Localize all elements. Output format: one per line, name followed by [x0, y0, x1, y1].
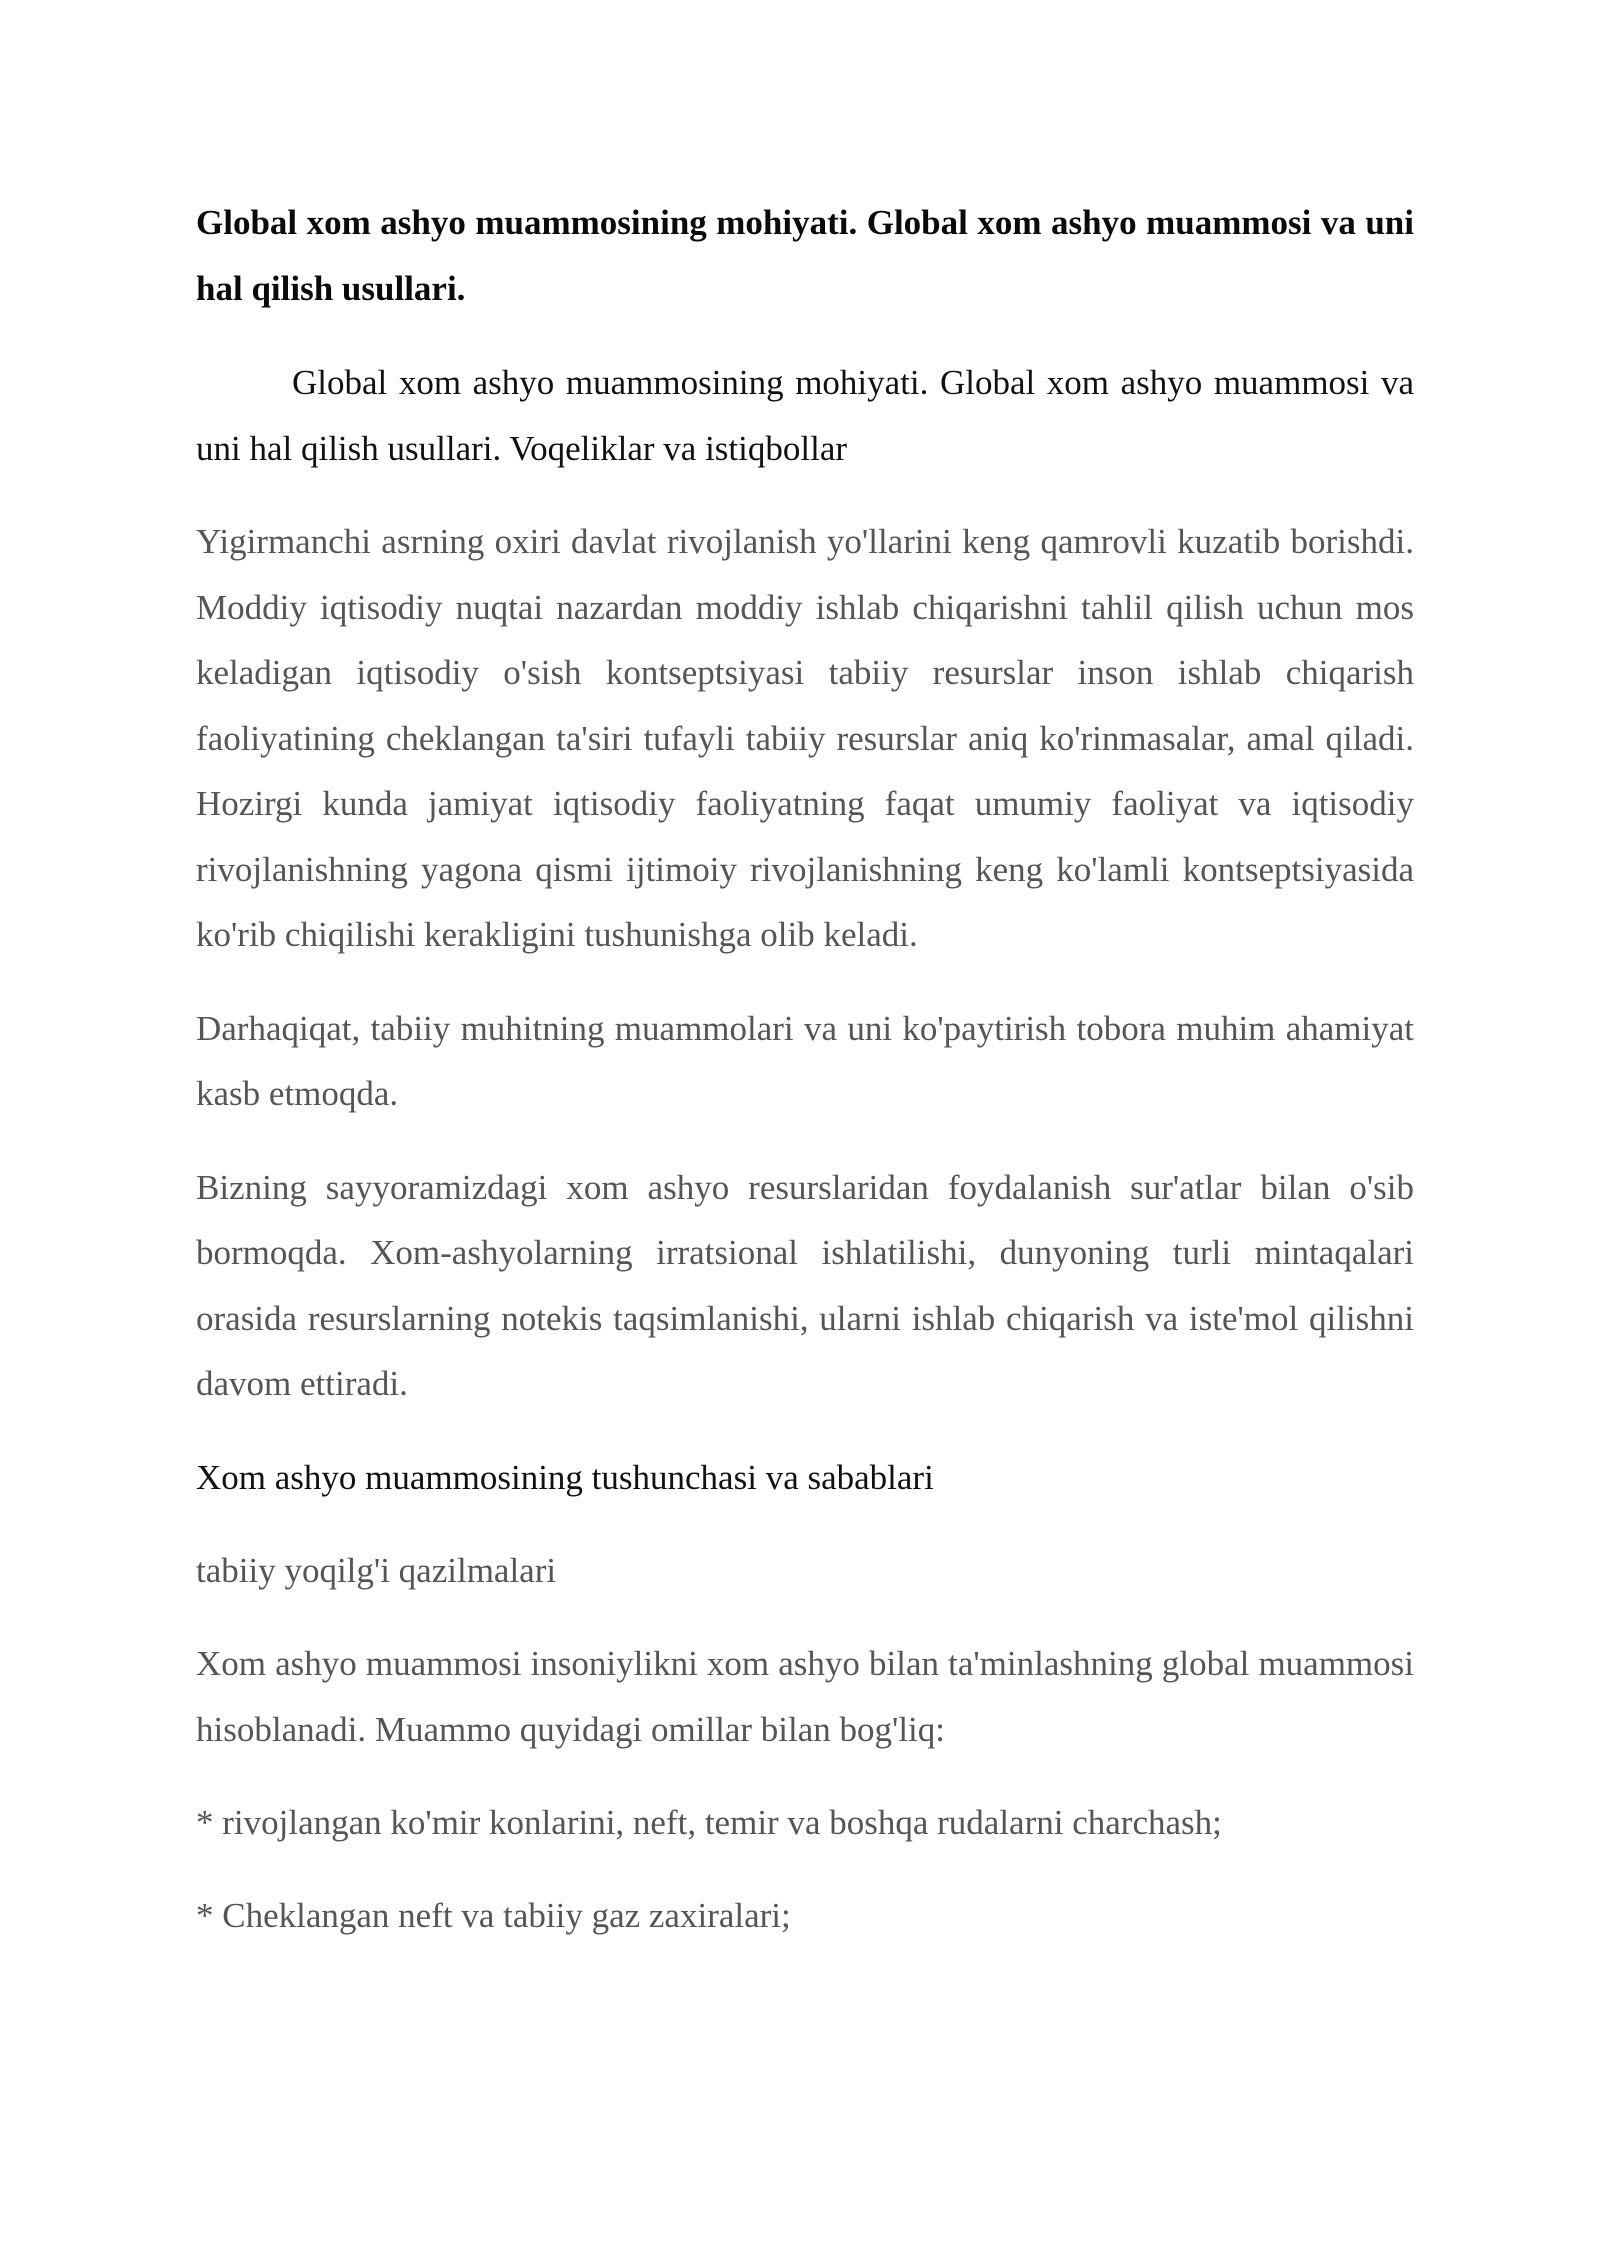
section-heading: Xom ashyo muammosining tushunchasi va sabablari — [196, 1457, 934, 1497]
list-item-1: * rivojlangan ko'mir konlarini, neft, temir va boshqa rudalarni charchash; — [196, 1803, 1222, 1842]
section-paragraph: Xom ashyo muammosi insoniylikni xom ashyo bilan ta'minlashning global muammosi hisoblanadi. Muammo quyidagi omillar bilan bog'liq: — [196, 1644, 1414, 1749]
intro-paragraph: Global xom ashyo muammosining mohiyati. Global xom ashyo muammosi va uni hal qilish usullari. Voqeliklar va istiqbollar — [196, 363, 1414, 468]
list-item-2: * Cheklangan neft va tabiiy gaz zaxiralari; — [196, 1896, 791, 1935]
body-paragraph-2: Darhaqiqat, tabiiy muhitning muammolari va uni ko'paytirish tobora muhim ahamiyat kasb etmoqda. — [196, 1008, 1414, 1113]
document-page — [196, 190, 1414, 1976]
subsection-label: tabiiy yoqilg'i qazilmalari — [196, 1550, 557, 1590]
body-paragraph-3: Bizning sayyoramizdagi xom ashyo resurslaridan foydalanish sur'atlar bilan o'sib bormoqda. Xom-ashyolarning irratsional ishlatilishi, dunyoning turli mintaqalari orasida resurslarning notekis taqsimlanishi, ularni ishlab chiqarish va iste'mol qilishni davom ettiradi. — [196, 1167, 1414, 1403]
body-paragraph-1: Yigirmanchi asrning oxiri davlat rivojlanish yo'llarini keng qamrovli kuzatib borishdi. Moddiy iqtisodiy nuqtai nazardan moddiy ishlab chiqarishni tahlil qilish uchun mos keladigan iqtisodiy o'sish kontseptsiyasi tabiiy resurslar inson ishlab chiqarish faoliyatining cheklangan ta'siri tufayli tabiiy resurslar aniq ko'rinmasalar, amal qiladi. Hozirgi kunda jamiyat iqtisodiy faoliyatning faqat umumiy faoliyat va iqtisodiy rivojlanishning yagona qismi ijtimoiy rivojlanishning keng ko'lamli kontseptsiyasida ko'rib chiqilishi kerakligini tushunishga olib keladi. — [196, 522, 1414, 954]
document-title: Global xom ashyo muammosining mohiyati. Global xom ashyo muammosi va uni hal qilish usullari. — [196, 203, 1414, 308]
